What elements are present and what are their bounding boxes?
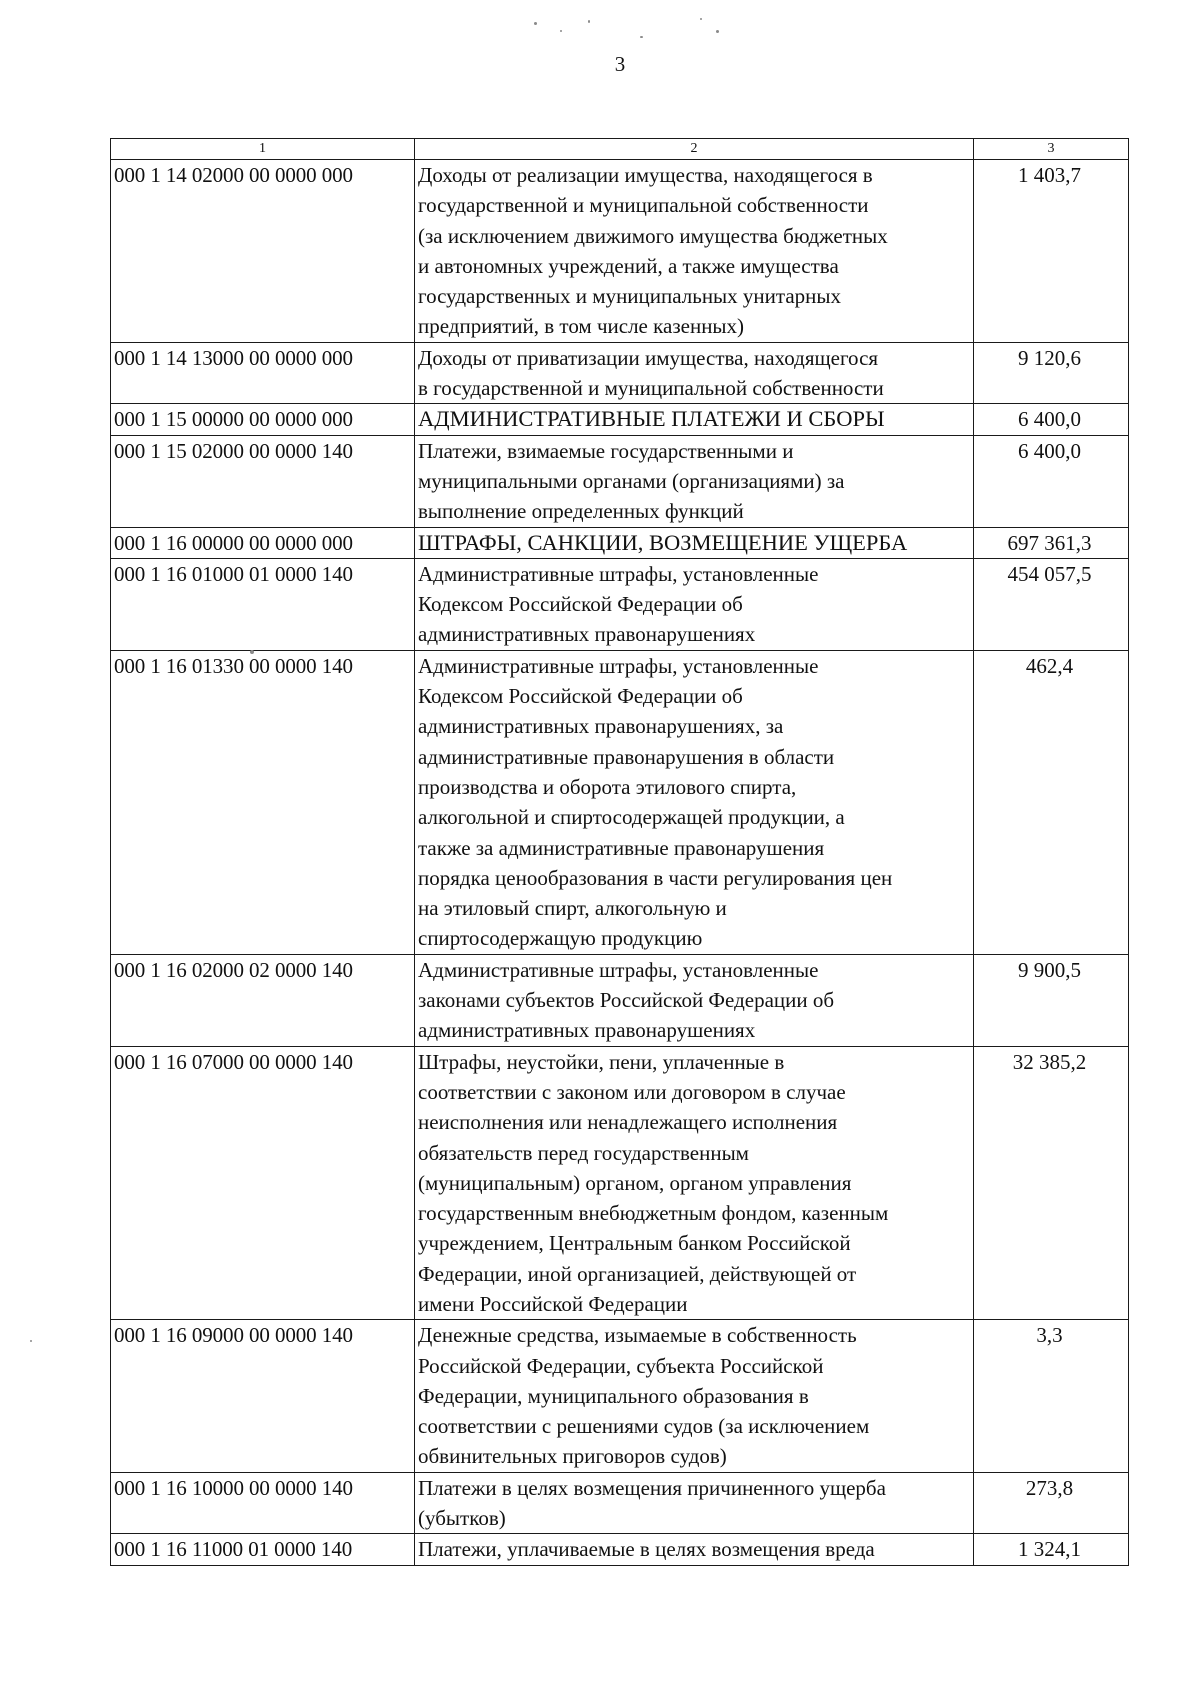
table-row xyxy=(111,342,1129,404)
income-description: Денежные средства, изымаемые в собственность Российской Федерации, субъекта Российской Федерации, муниципального образования в соответствии с решениями судов (за исключением обвинительных приговоров судов) xyxy=(415,1320,974,1472)
column-header: 1 xyxy=(111,139,415,160)
column-header: 3 xyxy=(974,139,1129,160)
amount: 454 057,5 xyxy=(974,558,1129,650)
column-header: 2 xyxy=(415,139,974,160)
table-row xyxy=(111,650,1129,954)
scan-speck xyxy=(588,20,590,23)
income-description: Штрафы, неустойки, пени, уплаченные в соответствии с законом или договором в случае неисполнения или ненадлежащего исполнения обязательств перед государственным (муниципальным) органом, органом управления государственным внебюджетным фондом, казенным учреждением, Центральным банком Российской Федерации, иной организацией, действующей от имени Российской Федерации xyxy=(415,1046,974,1320)
amount: 6 400,0 xyxy=(974,435,1129,527)
page-number: 3 xyxy=(614,52,626,76)
table-header-row xyxy=(111,139,1129,160)
budget-code: 000 1 16 02000 02 0000 140 xyxy=(111,954,415,1046)
income-description: Административные штрафы, установленные Кодексом Российской Федерации об административных правонарушениях xyxy=(415,558,974,650)
income-description: Платежи в целях возмещения причиненного ущерба (убытков) xyxy=(415,1472,974,1534)
scan-speck xyxy=(30,1340,32,1342)
budget-code: 000 1 16 00000 00 0000 000 xyxy=(111,527,415,558)
income-description: Платежи, взимаемые государственными и муниципальными органами (организациями) за выполнение определенных функций xyxy=(415,435,974,527)
budget-code: 000 1 16 09000 00 0000 140 xyxy=(111,1320,415,1472)
revenue-table xyxy=(110,138,1129,1566)
amount: 1 324,1 xyxy=(974,1534,1129,1565)
scan-speck xyxy=(716,30,719,33)
amount: 1 403,7 xyxy=(974,160,1129,343)
budget-code: 000 1 14 02000 00 0000 000 xyxy=(111,160,415,343)
budget-code: 000 1 15 02000 00 0000 140 xyxy=(111,435,415,527)
table-row xyxy=(111,435,1129,527)
table-row xyxy=(111,1046,1129,1320)
income-description: Платежи, уплачиваемые в целях возмещения вреда xyxy=(415,1534,974,1565)
table-row xyxy=(111,1320,1129,1472)
income-description: АДМИНИСТРАТИВНЫЕ ПЛАТЕЖИ И СБОРЫ xyxy=(415,404,974,435)
amount: 697 361,3 xyxy=(974,527,1129,558)
table-row xyxy=(111,404,1129,435)
budget-code: 000 1 16 10000 00 0000 140 xyxy=(111,1472,415,1534)
table-row xyxy=(111,954,1129,1046)
scan-speck xyxy=(250,650,254,654)
scan-speck xyxy=(534,22,537,25)
income-description: Административные штрафы, установленные законами субъектов Российской Федерации об административных правонарушениях xyxy=(415,954,974,1046)
amount: 462,4 xyxy=(974,650,1129,954)
income-description: ШТРАФЫ, САНКЦИИ, ВОЗМЕЩЕНИЕ УЩЕРБА xyxy=(415,527,974,558)
scan-speck xyxy=(560,30,562,32)
budget-code: 000 1 16 07000 00 0000 140 xyxy=(111,1046,415,1320)
table-row xyxy=(111,1534,1129,1565)
budget-code: 000 1 15 00000 00 0000 000 xyxy=(111,404,415,435)
amount: 6 400,0 xyxy=(974,404,1129,435)
income-description: Административные штрафы, установленные Кодексом Российской Федерации об административных правонарушениях, за административные правонарушения в области производства и оборота этилового спирта, алкогольной и спиртосодержащей продукции, а также за административные правонарушения порядка ценообразования в части регулирования цен на этиловый спирт, алкогольную и спиртосодержащую продукцию xyxy=(415,650,974,954)
budget-code: 000 1 16 01330 00 0000 140 xyxy=(111,650,415,954)
income-description: Доходы от реализации имущества, находящегося в государственной и муниципальной собственности (за исключением движимого имущества бюджетных и автономных учреждений, а также имущества государственных и муниципальных унитарных предприятий, в том числе казенных) xyxy=(415,160,974,343)
income-description: Доходы от приватизации имущества, находящегося в государственной и муниципальной собственности xyxy=(415,342,974,404)
amount: 9 120,6 xyxy=(974,342,1129,404)
scan-speck xyxy=(640,36,643,38)
budget-code: 000 1 16 01000 01 0000 140 xyxy=(111,558,415,650)
amount: 273,8 xyxy=(974,1472,1129,1534)
scan-speck xyxy=(700,18,702,20)
budget-code: 000 1 14 13000 00 0000 000 xyxy=(111,342,415,404)
amount: 32 385,2 xyxy=(974,1046,1129,1320)
table-row xyxy=(111,160,1129,343)
budget-code: 000 1 16 11000 01 0000 140 xyxy=(111,1534,415,1565)
amount: 3,3 xyxy=(974,1320,1129,1472)
table-row xyxy=(111,558,1129,650)
table-row xyxy=(111,1472,1129,1534)
amount: 9 900,5 xyxy=(974,954,1129,1046)
table-row xyxy=(111,527,1129,558)
